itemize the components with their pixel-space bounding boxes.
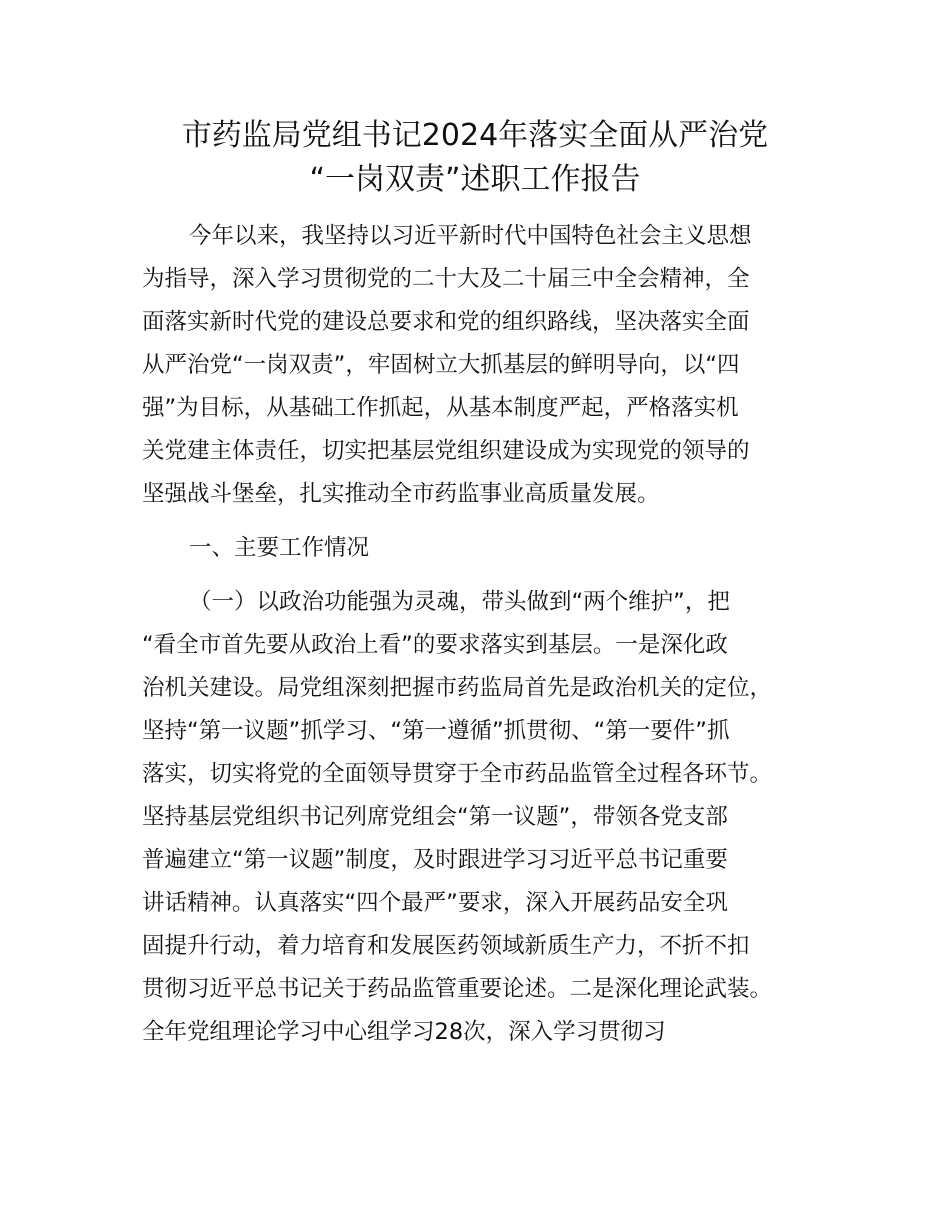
subsection-line-2: “看全市首先要从政治上看”的要求落实到基层。一是深化政 xyxy=(142,632,728,658)
intro-line-1: 今年以来，我坚持以习近平新时代中国特色社会主义思想 xyxy=(189,223,752,249)
subsection-line-7: 普遍建立“第一议题”制度，及时跟进学习习近平总书记重要 xyxy=(142,847,728,873)
intro-line-4: 从严治党“一岗双责”，牢固树立大抓基层的鲜明导向，以“四 xyxy=(142,352,740,378)
intro-line-7: 坚强战斗堡垒，扎实推动全市药监事业高质量发展。 xyxy=(142,481,660,507)
subsection-line-5: 落实，切实将党的全面领导贯穿于全市药品监管全过程各环节。 xyxy=(142,761,773,787)
subsection-line-8: 讲话精神。认真落实“四个最严”要求，深入开展药品安全巩 xyxy=(142,890,728,916)
intro-line-6: 关党建主体责任，切实把基层党组织建设成为实现党的领导的 xyxy=(142,438,750,464)
subsection-line-9: 固提升行动，着力培育和发展医药领域新质生产力，不折不扣 xyxy=(142,933,750,959)
section-heading: 一、主要工作情况 xyxy=(189,535,370,561)
document-title-line-2: “一岗双责”述职工作报告 xyxy=(309,162,641,197)
subsection-line-6: 坚持基层党组织书记列席党组会“第一议题”，带领各党支部 xyxy=(142,804,728,830)
intro-line-2: 为指导，深入学习贯彻党的二十大及二十届三中全会精神，全 xyxy=(142,266,750,292)
intro-line-3: 面落实新时代党的建设总要求和党的组织路线，坚决落实全面 xyxy=(142,309,750,335)
subsection-line-3: 治机关建设。局党组深刻把握市药监局首先是政治机关的定位， xyxy=(142,675,773,701)
document-title-line-1: 市药监局党组书记2024年落实全面从严治党 xyxy=(181,118,769,153)
intro-line-5: 强”为目标，从基础工作抓起，从基本制度严起，严格落实机 xyxy=(142,395,739,421)
subsection-line-11: 全年党组理论学习中心组学习28次，深入学习贯彻习 xyxy=(142,1019,666,1045)
subsection-line-10: 贯彻习近平总书记关于药品监管重要论述。二是深化理论武装。 xyxy=(142,976,773,1002)
subsection-line-4: 坚持“第一议题”抓学习、“第一遵循”抓贯彻、“第一要件”抓 xyxy=(142,718,730,744)
subsection-line-1: （一）以政治功能强为灵魂，带头做到“两个维护”，把 xyxy=(189,589,730,615)
